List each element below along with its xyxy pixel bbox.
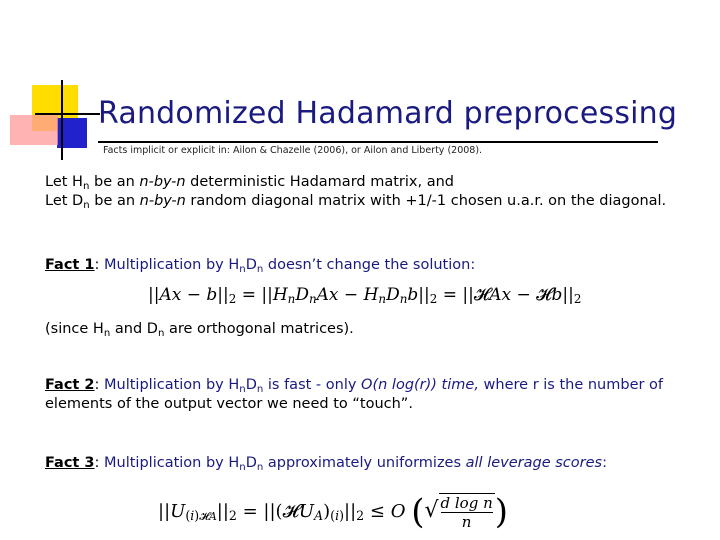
fact-2-line-2: elements of the output vector we need to “touch”. — [45, 396, 413, 412]
slide-title: Randomized Hadamard preprocessing — [98, 96, 678, 131]
fact-1-label: Fact 1 — [45, 257, 95, 273]
fact-1-statement: Fact 1: Multiplication by $H_nD_n$ doesn’t change the solution: — [45, 257, 476, 275]
title-rule — [98, 141, 658, 143]
fact-3-equation: $||U_{(i)𝓗A}||_2$ = $||(𝓗U_A)_{(i)}||_2 \le O$ (√ $\frac{\text{d log n}}{n}$ ) — [158, 492, 508, 532]
slide-subtitle: Facts implicit or explicit in: Ailon & Chazelle (2006), or Ailon and Liberty (2008). — [103, 145, 483, 156]
decor-vertical-line — [61, 80, 63, 160]
intro-line-2: Let $D_n$ be an n-by-n random diagonal matrix with +1/-1 chosen u.a.r. on the diagonal. — [45, 193, 667, 211]
fact-3-statement: Fact 3: Multiplication by $H_nD_n$ approximately uniformizes all leverage scores: — [45, 455, 607, 473]
fact-1-equation: $||Ax - b||_2 = ||H_nD_nAx - H_nD_nb||_2$ = ||𝓗Ax − $𝓗b||_2$ — [148, 285, 582, 306]
fact-3-label: Fact 3 — [45, 455, 95, 471]
intro-line-1: Let $H_n$ be an n-by-n deterministic Hadamard matrix, and — [45, 174, 454, 192]
decor-horizontal-line — [35, 113, 100, 115]
decor-pink-block — [10, 115, 58, 145]
fact-1-note: (since $H_n$ and $D_n$ are orthogonal matrices). — [45, 321, 354, 339]
fact-2-label: Fact 2 — [45, 377, 95, 393]
fact-2-statement: Fact 2: Multiplication by $H_nD_n$ is fast - only O(n log(r)) time, where r is the number of — [45, 377, 664, 395]
